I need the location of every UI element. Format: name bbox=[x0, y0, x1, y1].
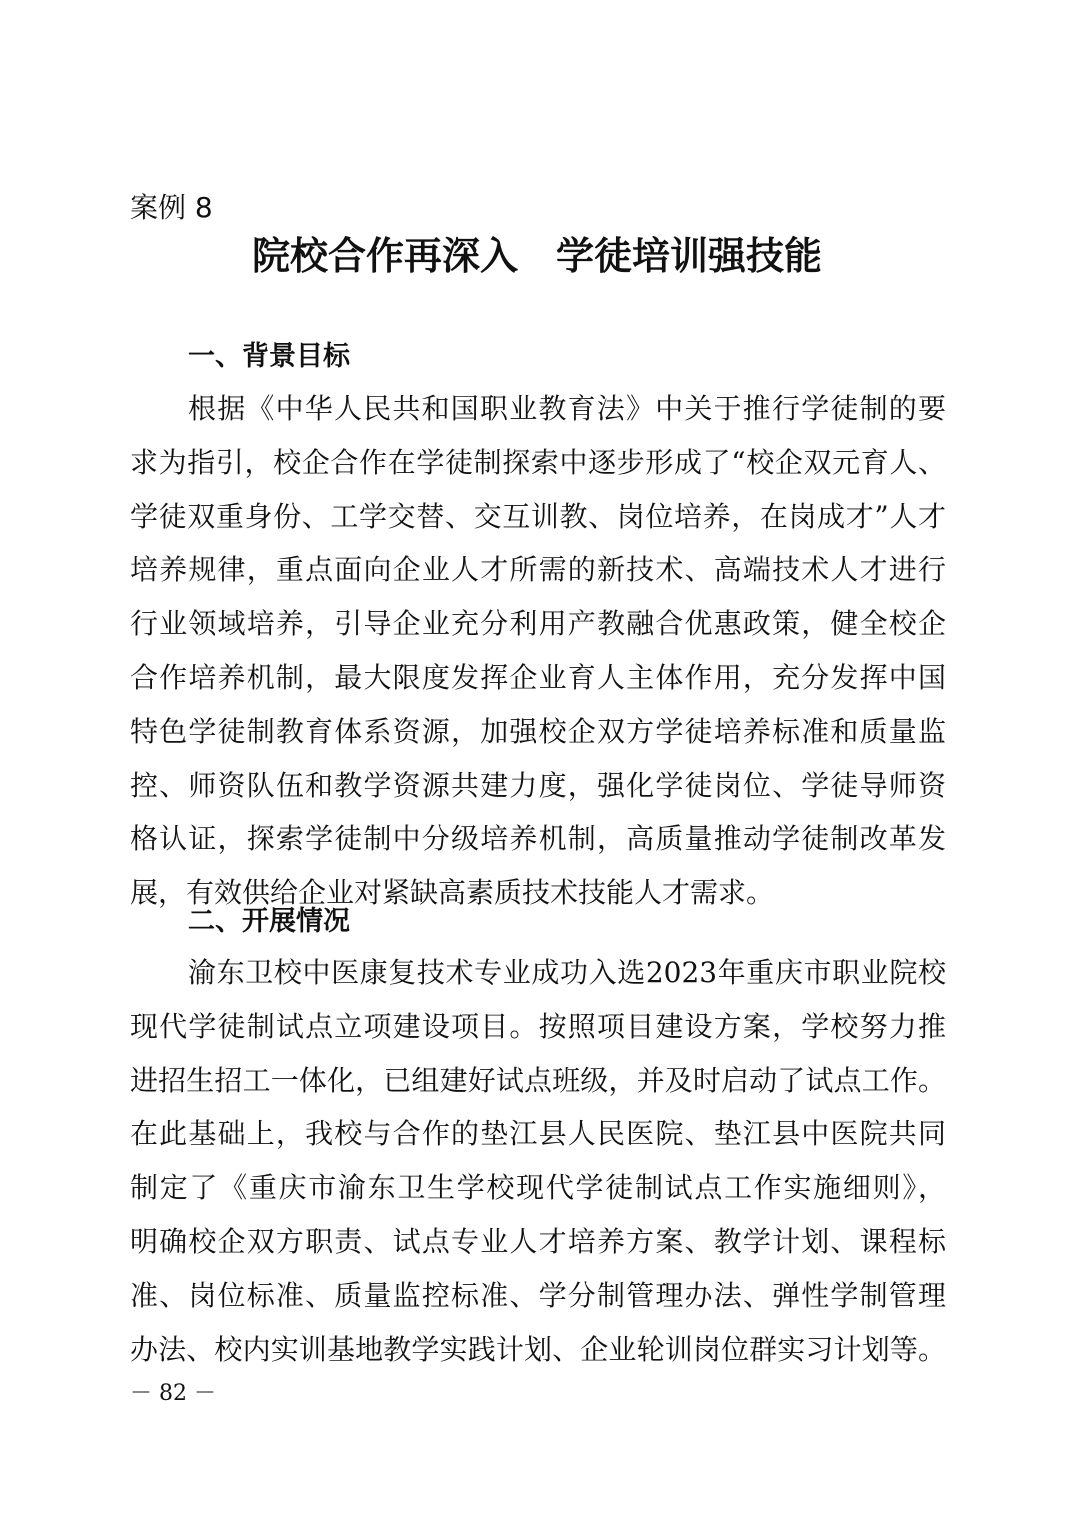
page-number: － 82 － bbox=[130, 1381, 216, 1406]
paragraph-line: 求为指引，校企合作在学徒制探索中逐步形成了“校企双元育人、 bbox=[130, 445, 946, 479]
paragraph-line: 培养规律，重点面向企业人才所需的新技术、高端技术人才进行 bbox=[130, 553, 946, 587]
paragraph-line: 渝东卫校中医康复技术专业成功入选2023年重庆市职业院校 bbox=[188, 956, 946, 989]
paragraph-line: 进招生招工一体化，已组建好试点班级，并及时启动了试点工作。 bbox=[130, 1063, 946, 1097]
paragraph-line: 办法、校内实训基地教学实践计划、企业轮训岗位群实习计划等。 bbox=[130, 1332, 946, 1366]
paragraph-line: 格认证，探索学徒制中分级培养机制，高质量推动学徒制改革发 bbox=[130, 822, 946, 856]
case-label: 案例 8 bbox=[130, 191, 213, 224]
paragraph-line: 准、岗位标准、质量监控标准、学分制管理办法、弹性学制管理 bbox=[130, 1278, 946, 1312]
paragraph-line: 特色学徒制教育体系资源，加强校企双方学徒培养标准和质量监 bbox=[130, 714, 946, 748]
paragraph-progress bbox=[130, 946, 946, 1376]
paragraph-line: 展，有效供给企业对紧缺高素质技术技能人才需求。 bbox=[130, 876, 775, 910]
paragraph-line: 行业领域培养，引导企业充分利用产教融合优惠政策，健全校企 bbox=[130, 607, 946, 641]
paragraph-line: 学徒双重身份、工学交替、交互训教、岗位培养，在岗成才”人才 bbox=[130, 499, 946, 533]
paragraph-line: 根据《中华人民共和国职业教育法》中关于推行学徒制的要 bbox=[188, 392, 946, 425]
section-heading-progress: 二、开展情况 bbox=[188, 906, 350, 937]
paragraph-line: 合作培养机制，最大限度发挥企业育人主体作用，充分发挥中国 bbox=[130, 660, 946, 694]
paragraph-line: 在此基础上，我校与合作的垫江县人民医院、垫江县中医院共同 bbox=[130, 1117, 946, 1151]
paragraph-line: 制定了《重庆市渝东卫生学校现代学徒制试点工作实施细则》， bbox=[130, 1171, 946, 1205]
paragraph-line: 明确校企双方职责、试点专业人才培养方案、教学计划、课程标 bbox=[130, 1224, 946, 1258]
section-heading-background: 一、背景目标 bbox=[188, 341, 350, 372]
paragraph-line: 现代学徒制试点立项建设项目。按照项目建设方案，学校努力推 bbox=[130, 1009, 946, 1043]
paragraph-line: 控、师资队伍和教学资源共建力度，强化学徒岗位、学徒导师资 bbox=[130, 768, 946, 802]
document-title: 院校合作再深入 学徒培训强技能 bbox=[251, 233, 822, 278]
paragraph-background bbox=[130, 382, 946, 920]
